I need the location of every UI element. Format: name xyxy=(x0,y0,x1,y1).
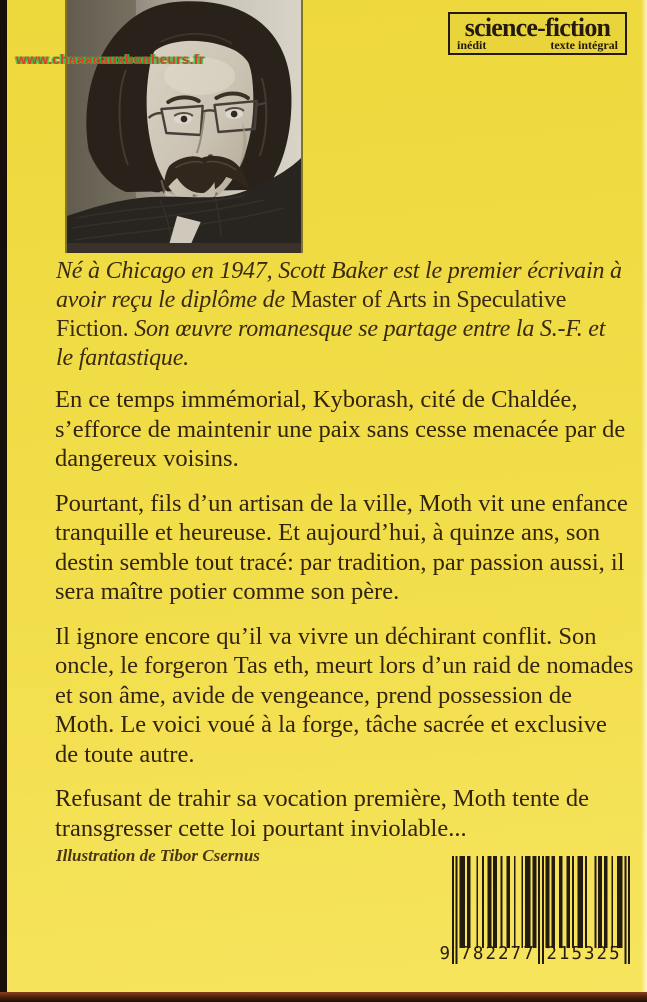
synopsis-paragraph: En ce temps immémorial, Kyborash, cité de Chaldée, s’efforce de maintenir une paix sans cesse menacée par de dangereux voisins. xyxy=(55,386,626,472)
book-bottom-edge xyxy=(0,992,647,1002)
bio-italic-lead: Né à Chicago en 1947, Scott Baker est le premier écrivain à avoir reçu le diplôme de xyxy=(56,258,622,313)
author-bio xyxy=(56,257,624,373)
bio-italic-tail: Son œuvre romanesque se partage entre la S.-F. et le fantastique. xyxy=(56,316,606,371)
illustration-credit: Illustration de Tibor Csernus xyxy=(56,846,260,865)
synopsis-paragraph: Il ignore encore qu’il va vivre un déchirant conflit. Son oncle, le forgeron Tas eth, meurt lors d’un raid de nomades et son âme, avide de vengeance, prend possession de Moth. Le voici voué à la forge, tâche sacrée et exclusive de toute autre. xyxy=(55,622,634,768)
synopsis-paragraph: Pourtant, fils d’un artisan de la ville, Moth vit une enfance tranquille et heureuse. Et aujourd’hui, à quinze ans, son destin semble tout tracé: par tradition, par passion aussi, il sera maître potier comme son père. xyxy=(55,489,628,605)
bio-roman-segment: Master of Arts in Speculative Fiction. xyxy=(56,287,567,342)
genre-title: science-fiction xyxy=(464,12,611,43)
genre-tag-texte-integral: texte intégral xyxy=(550,38,618,52)
genre-label-box xyxy=(448,12,627,55)
watermark-url-text: www.chasseauxbonheurs.fr xyxy=(16,52,205,67)
ean-barcode xyxy=(436,856,636,970)
synopsis-text xyxy=(55,385,635,858)
page-edge-highlight xyxy=(641,0,647,992)
barcode-digit-group1: 782277 xyxy=(460,944,536,964)
barcode-digit-group2: 215325 xyxy=(546,944,622,964)
genre-tag-inedit: inédit xyxy=(457,38,487,52)
synopsis-paragraph: Refusant de trahir sa vocation première, Moth tente de transgresser cette loi pourtant inviolable... xyxy=(55,785,590,842)
barcode-digit-lead: 9 xyxy=(439,944,450,964)
author-photo xyxy=(65,0,303,253)
portrait-illustration xyxy=(67,0,301,253)
